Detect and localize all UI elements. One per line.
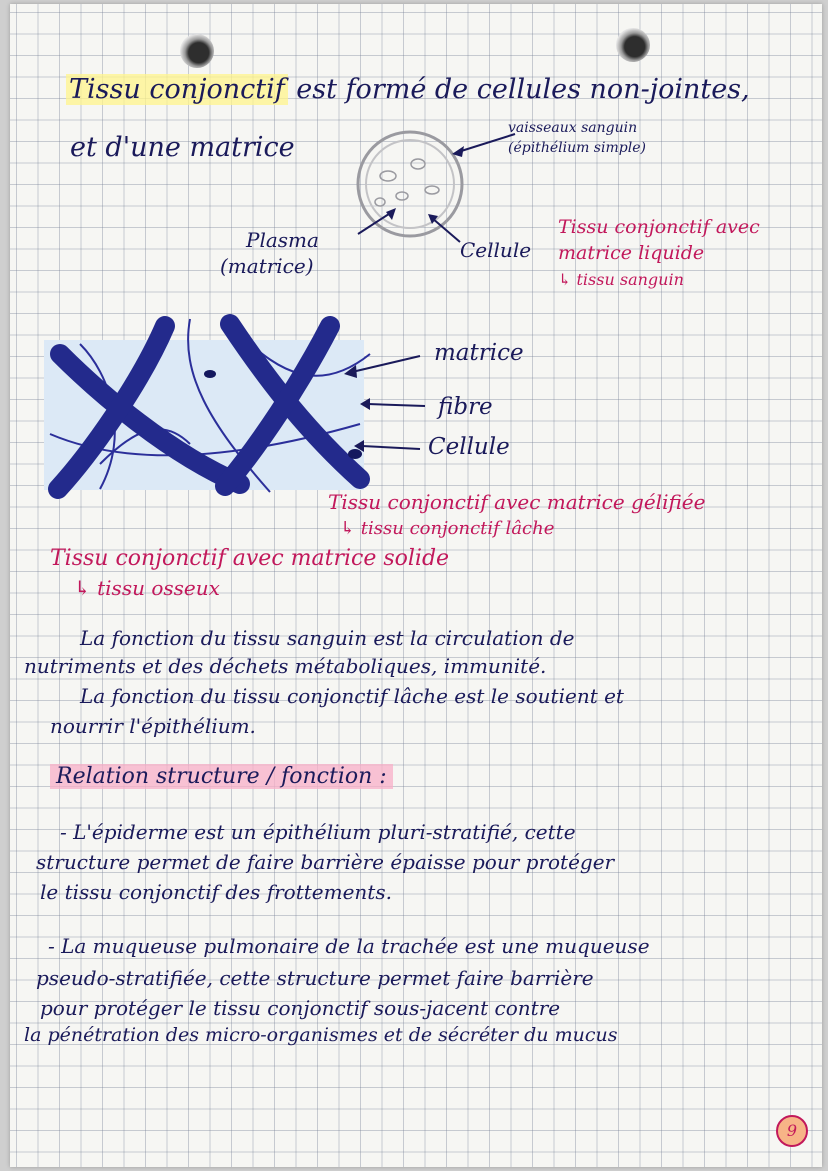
title-line-2: et d'une matrice <box>70 132 295 163</box>
label-matrix: matrice <box>434 340 524 366</box>
blood-caption-line-3: ↳ tissu sanguin <box>558 270 684 289</box>
relation-heading <box>50 764 393 789</box>
vessel-inner-outline <box>366 140 454 228</box>
arrow-matrix <box>352 356 420 372</box>
blood-cell <box>380 171 396 181</box>
blood-cell <box>375 198 385 206</box>
cell <box>204 370 216 378</box>
title-rest: est formé de cellules non-jointes, <box>287 74 750 105</box>
arrow-fibre <box>368 404 425 406</box>
bullet-2-line-3: pour protéger le tissu conjonctif sous-jacent contre <box>40 996 561 1020</box>
loose-caption-line-1: Tissu conjonctif avec matrice gélifiée <box>328 490 706 514</box>
punch-hole-left <box>180 34 214 68</box>
function-p2-line-2: nourrir l'épithélium. <box>50 714 256 738</box>
arrowhead <box>344 365 357 378</box>
function-p1-line-1: La fonction du tissu sanguin est la circulation de <box>80 626 575 650</box>
arrowhead <box>386 208 396 220</box>
bullet-1-line-3: le tissu conjonctif des frottements. <box>40 880 392 904</box>
label-vessels: vaisseaux sanguin <box>508 120 638 136</box>
notebook-page <box>10 4 822 1167</box>
loose-tissue-arrows <box>310 334 440 464</box>
bullet-2-line-1: - La muqueuse pulmonaire de la trachée est une muqueuse <box>48 934 650 958</box>
arrow-vessels <box>458 134 515 152</box>
arrowhead <box>354 440 364 452</box>
bullet-2-line-2: pseudo-stratifiée, cette structure permet faire barrière <box>36 966 594 990</box>
loose-caption-line-2: ↳ tissu conjonctif lâche <box>340 518 555 539</box>
blood-cell <box>411 159 425 169</box>
bullet-1-line-2: structure permet de faire barrière épaisse pour protéger <box>36 850 615 874</box>
function-p2-line-1: La fonction du tissu conjonctif lâche est le soutient et <box>80 684 624 708</box>
arrow-cell <box>362 446 420 449</box>
bullet-2-line-4: la pénétration des micro-organismes et de sécréter du mucus <box>24 1024 618 1046</box>
blood-cell <box>396 192 408 200</box>
blood-caption-line-1: Tissu conjonctif avec <box>558 216 760 238</box>
title-line-1 <box>66 74 750 105</box>
blood-caption-line-2: matrice liquide <box>558 242 705 264</box>
bullet-1-line-1: - L'épiderme est un épithélium pluri-stratifié, cette <box>60 820 576 844</box>
vessel-outline <box>358 132 462 236</box>
label-blood-cell: Cellule <box>460 238 532 262</box>
label-cell: Cellule <box>428 434 510 460</box>
title-highlight: Tissu conjonctif <box>66 74 288 105</box>
label-vessels-sub: (épithélium simple) <box>508 140 646 156</box>
function-p1-line-2: nutriments et des déchets métaboliques, immunité. <box>24 654 547 678</box>
punch-hole-right <box>616 28 650 62</box>
solid-line-1: Tissu conjonctif avec matrice solide <box>50 546 450 571</box>
label-plasma: Plasma <box>246 228 319 252</box>
blood-cell <box>425 186 439 194</box>
arrowhead <box>360 398 370 410</box>
relation-heading-text: Relation structure / fonction : <box>50 764 393 789</box>
page-number: 9 <box>776 1115 808 1147</box>
label-plasma-sub: (matrice) <box>220 254 314 278</box>
solid-line-2: ↳ tissu osseux <box>74 576 220 600</box>
label-fibre: fibre <box>438 394 493 420</box>
